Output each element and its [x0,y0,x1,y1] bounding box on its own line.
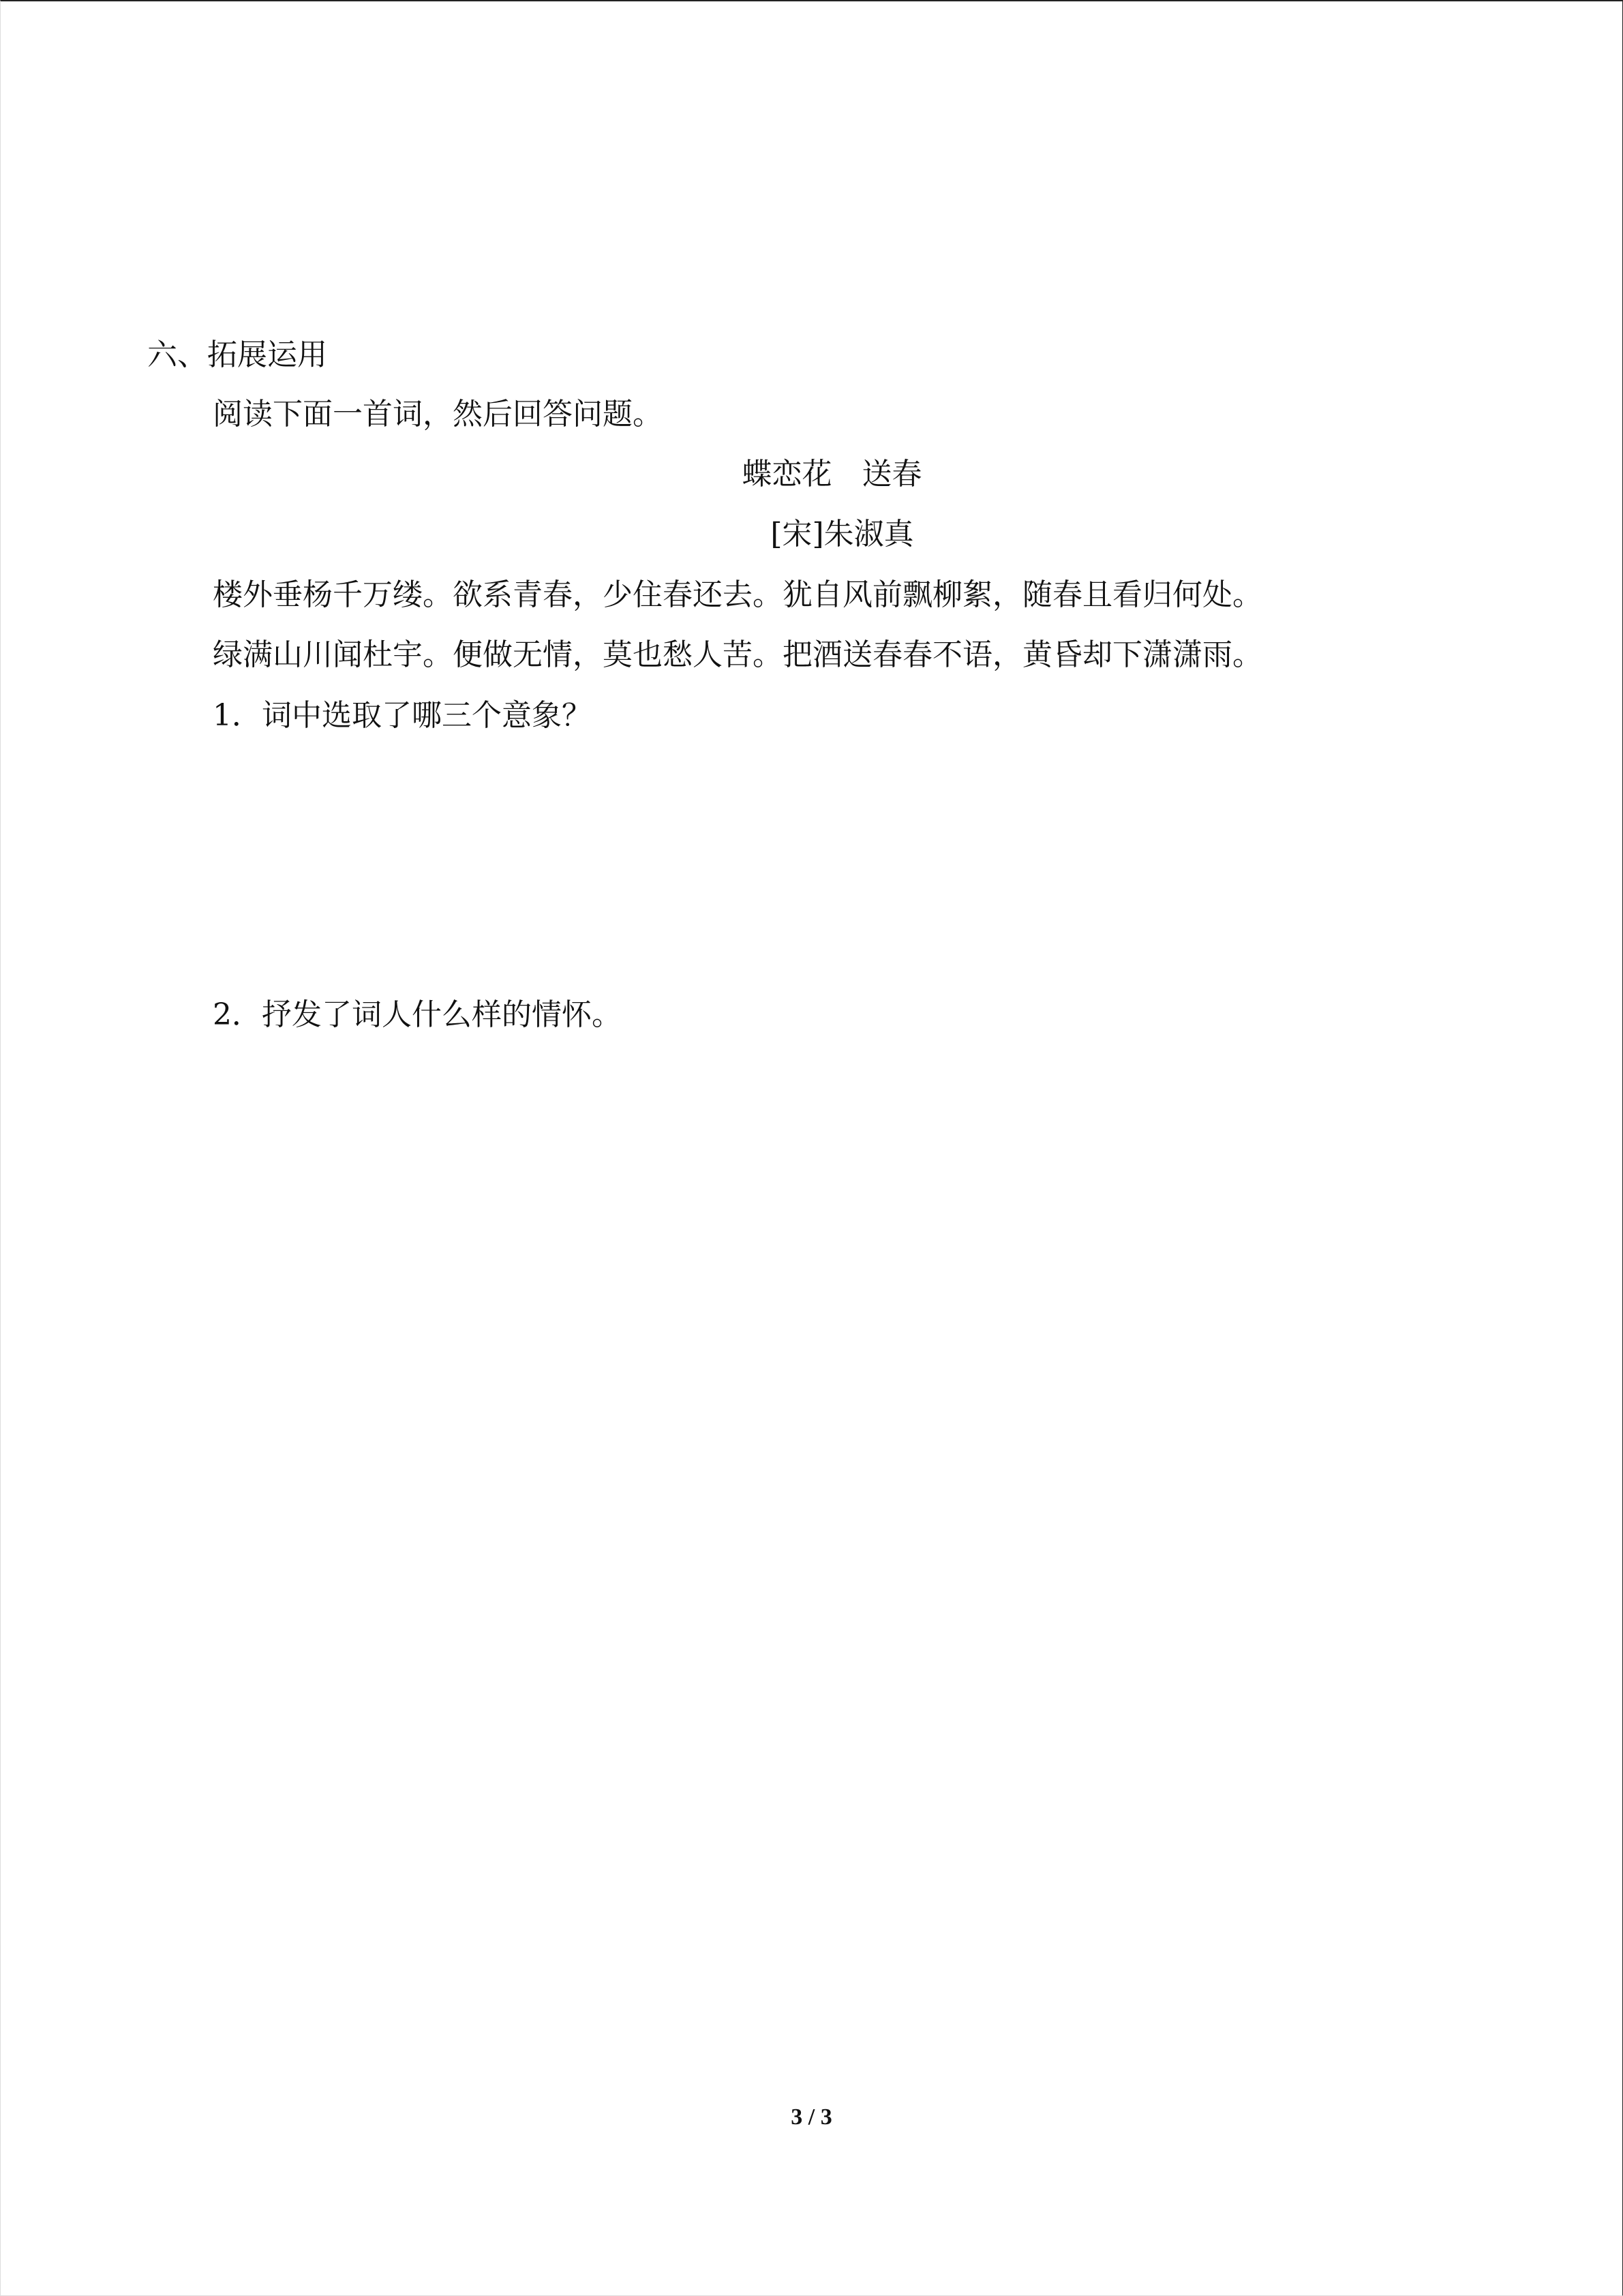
poem-line: 绿满山川闻杜宇。便做无情，莫也愁人苦。把酒送春春不语，黄昏却下潇潇雨。 [213,637,1262,672]
poem-author: [宋]朱淑真 [770,517,914,552]
question-2: 2．抒发了词人什么样的情怀。 [213,997,622,1032]
poem-title: 蝶恋花 送春 [742,457,922,492]
page-number: 3 / 3 [791,2104,832,2130]
poem-line: 楼外垂杨千万缕。欲系青春，少住春还去。犹自风前飘柳絮，随春且看归何处。 [213,577,1262,612]
question-1: 1．词中选取了哪三个意象？ [213,698,592,733]
reading-instruction: 阅读下面一首词，然后回答问题。 [213,397,663,432]
section-heading: 六、拓展运用 [147,337,327,372]
